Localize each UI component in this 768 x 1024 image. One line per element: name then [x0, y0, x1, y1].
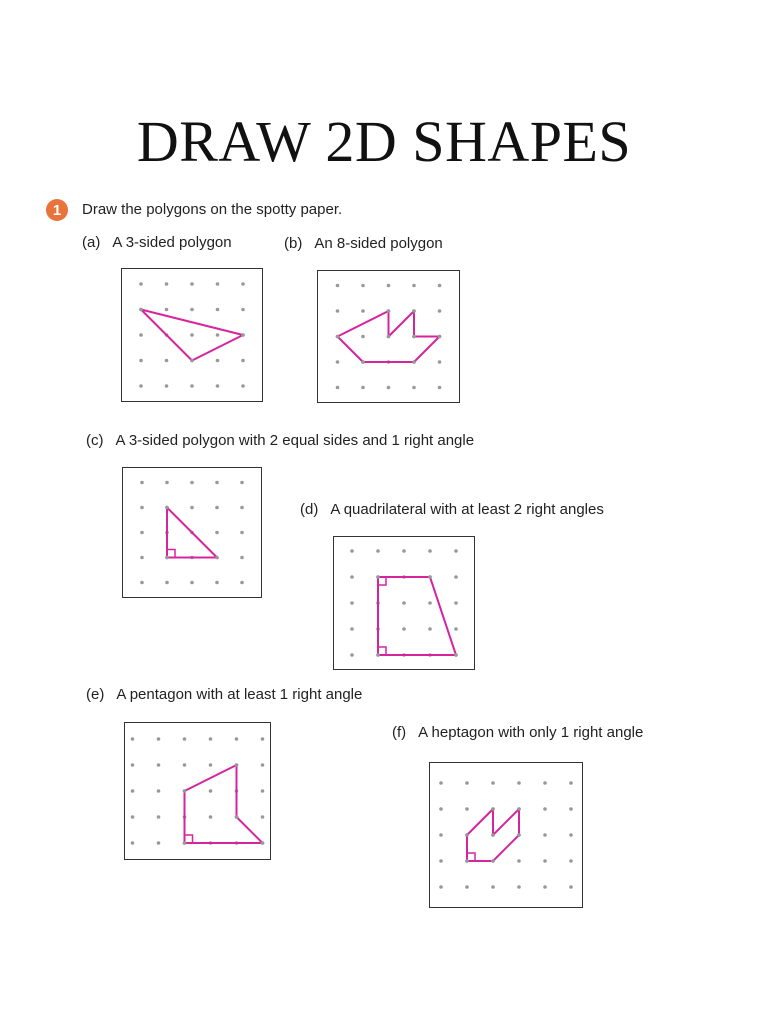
grid-dot [209, 737, 213, 741]
grid-dot [157, 841, 161, 845]
grid-dot [190, 333, 194, 337]
grid-dot [215, 581, 219, 585]
grid-dot [517, 885, 521, 889]
grid-dot [139, 282, 143, 286]
part-c-dot-grid[interactable] [122, 467, 262, 598]
grid-dot [543, 885, 547, 889]
grid-dot [183, 763, 187, 767]
grid-dot [235, 737, 239, 741]
grid-dot [139, 359, 143, 363]
grid-dot [240, 556, 244, 560]
polygon-vertex [235, 763, 239, 767]
polygon-vertex [183, 841, 187, 845]
polygon-vertex [491, 807, 495, 811]
polygon-vertex [412, 309, 416, 313]
grid-dot [131, 815, 135, 819]
grid-dot [165, 308, 169, 312]
polygon-vertex [139, 308, 143, 312]
grid-dot [261, 763, 265, 767]
part-d-tag: (d) [300, 501, 319, 518]
part-e-dot-grid[interactable] [124, 722, 271, 860]
grid-dot [454, 549, 458, 553]
grid-dot [350, 653, 354, 657]
grid-dot [240, 506, 244, 510]
polygon-vertex [387, 335, 391, 339]
grid-dot [569, 833, 573, 837]
grid-dot [215, 481, 219, 485]
grid-dot [139, 384, 143, 388]
grid-dot [454, 601, 458, 605]
part-d-text: A quadrilateral with at least 2 right angles [330, 501, 604, 518]
polygon-vertex [465, 833, 469, 837]
polygon-vertex [261, 841, 265, 845]
grid-dot [361, 284, 365, 288]
grid-dot [361, 335, 365, 339]
polygon-vertex [165, 556, 169, 560]
polygon-vertex [412, 335, 416, 339]
grid-dot [131, 737, 135, 741]
polygon-vertex [428, 575, 432, 579]
polygon-vertex [241, 333, 245, 337]
grid-dot [454, 627, 458, 631]
grid-dot [157, 789, 161, 793]
grid-dot [428, 549, 432, 553]
grid-dot [209, 763, 213, 767]
grid-dot [543, 781, 547, 785]
grid-dot [350, 601, 354, 605]
grid-dot [190, 384, 194, 388]
part-b-dot-grid[interactable] [317, 270, 460, 403]
grid-dot [336, 309, 340, 313]
grid-dot [454, 575, 458, 579]
part-e-polygon [185, 765, 263, 843]
grid-dot [543, 859, 547, 863]
polygon-vertex [387, 309, 391, 313]
part-f-text: A heptagon with only 1 right angle [418, 724, 644, 741]
grid-dot [412, 284, 416, 288]
part-f-drawing [430, 763, 582, 907]
grid-dot [157, 815, 161, 819]
polygon-vertex [165, 506, 169, 510]
grid-dot [439, 807, 443, 811]
grid-dot [241, 282, 245, 286]
grid-dot [569, 781, 573, 785]
grid-dot [157, 763, 161, 767]
grid-dot [336, 360, 340, 364]
grid-dot [241, 308, 245, 312]
polygon-vertex [517, 833, 521, 837]
part-e-label [86, 686, 362, 703]
part-c-label [86, 432, 474, 449]
grid-dot [165, 359, 169, 363]
grid-dot [131, 841, 135, 845]
grid-dot [439, 781, 443, 785]
grid-dot [402, 601, 406, 605]
part-f-tag: (f) [392, 724, 407, 741]
polygon-vertex [491, 859, 495, 863]
polygon-vertex [336, 335, 340, 339]
question-number-badge: 1 [46, 199, 68, 221]
part-d-polygon [378, 577, 456, 655]
part-e-tag: (e) [86, 686, 105, 703]
grid-dot [336, 284, 340, 288]
grid-dot [165, 282, 169, 286]
part-f-label [392, 724, 643, 741]
grid-dot [261, 737, 265, 741]
grid-dot [190, 481, 194, 485]
grid-dot [140, 506, 144, 510]
part-b-text: An 8-sided polygon [314, 235, 443, 252]
grid-dot [465, 781, 469, 785]
part-c-tag: (c) [86, 432, 104, 449]
grid-dot [438, 309, 442, 313]
polygon-vertex [465, 859, 469, 863]
grid-dot [209, 789, 213, 793]
grid-dot [190, 308, 194, 312]
grid-dot [402, 627, 406, 631]
grid-dot [350, 575, 354, 579]
grid-dot [190, 506, 194, 510]
grid-dot [240, 581, 244, 585]
grid-dot [165, 384, 169, 388]
part-c-text: A 3-sided polygon with 2 equal sides and 1 right angle [115, 432, 475, 449]
part-f-dot-grid[interactable] [429, 762, 583, 908]
grid-dot [402, 549, 406, 553]
part-d-label [300, 501, 604, 518]
grid-dot [183, 737, 187, 741]
polygon-vertex [517, 807, 521, 811]
grid-dot [241, 384, 245, 388]
grid-dot [361, 309, 365, 313]
grid-dot [209, 815, 213, 819]
grid-dot [350, 549, 354, 553]
part-b-tag: (b) [284, 235, 303, 252]
grid-dot [517, 859, 521, 863]
polygon-vertex [235, 815, 239, 819]
polygon-vertex [454, 653, 458, 657]
page-title: DRAW 2D SHAPES [136, 109, 632, 174]
grid-dot [165, 581, 169, 585]
grid-dot [216, 308, 220, 312]
grid-dot [216, 359, 220, 363]
grid-dot [465, 807, 469, 811]
polygon-vertex [438, 335, 442, 339]
grid-dot [190, 282, 194, 286]
grid-dot [438, 386, 442, 390]
question-instruction: Draw the polygons on the spotty paper. [82, 201, 343, 218]
part-d-dot-grid[interactable] [333, 536, 475, 670]
grid-dot [131, 789, 135, 793]
part-e-drawing [125, 723, 270, 859]
part-e-text: A pentagon with at least 1 right angle [116, 686, 363, 703]
grid-dot [439, 833, 443, 837]
grid-dot [216, 282, 220, 286]
grid-dot [350, 627, 354, 631]
grid-dot [140, 556, 144, 560]
grid-dot [517, 781, 521, 785]
part-a-tag: (a) [82, 234, 101, 251]
grid-dot [438, 284, 442, 288]
grid-dot [140, 481, 144, 485]
grid-dot [241, 359, 245, 363]
grid-dot [465, 885, 469, 889]
polygon-vertex [190, 359, 194, 363]
polygon-vertex [412, 360, 416, 364]
part-c-drawing [123, 468, 261, 597]
grid-dot [140, 531, 144, 535]
grid-dot [438, 360, 442, 364]
grid-dot [139, 333, 143, 337]
grid-dot [215, 506, 219, 510]
grid-dot [439, 859, 443, 863]
grid-dot [491, 885, 495, 889]
grid-dot [491, 781, 495, 785]
grid-dot [140, 581, 144, 585]
grid-dot [412, 386, 416, 390]
grid-dot [190, 581, 194, 585]
grid-dot [569, 807, 573, 811]
grid-dot [361, 386, 365, 390]
grid-dot [240, 481, 244, 485]
grid-dot [216, 333, 220, 337]
grid-dot [428, 627, 432, 631]
grid-dot [569, 859, 573, 863]
grid-dot [439, 885, 443, 889]
polygon-vertex [183, 789, 187, 793]
grid-dot [131, 763, 135, 767]
part-b-label [284, 235, 443, 252]
grid-dot [387, 284, 391, 288]
polygon-vertex [215, 556, 219, 560]
part-a-label [82, 234, 232, 251]
part-b-drawing [318, 271, 459, 402]
grid-dot [569, 885, 573, 889]
grid-dot [216, 384, 220, 388]
part-a-drawing [122, 269, 262, 401]
grid-dot [376, 549, 380, 553]
part-a-text: A 3-sided polygon [112, 234, 232, 251]
grid-dot [387, 386, 391, 390]
polygon-vertex [376, 575, 380, 579]
grid-dot [428, 601, 432, 605]
grid-dot [261, 789, 265, 793]
grid-dot [336, 386, 340, 390]
part-d-drawing [334, 537, 474, 669]
polygon-vertex [376, 653, 380, 657]
grid-dot [261, 815, 265, 819]
polygon-vertex [361, 360, 365, 364]
grid-dot [157, 737, 161, 741]
part-a-dot-grid[interactable] [121, 268, 263, 402]
grid-dot [240, 531, 244, 535]
grid-dot [543, 807, 547, 811]
grid-dot [215, 531, 219, 535]
grid-dot [543, 833, 547, 837]
polygon-vertex [491, 833, 495, 837]
grid-dot [165, 481, 169, 485]
